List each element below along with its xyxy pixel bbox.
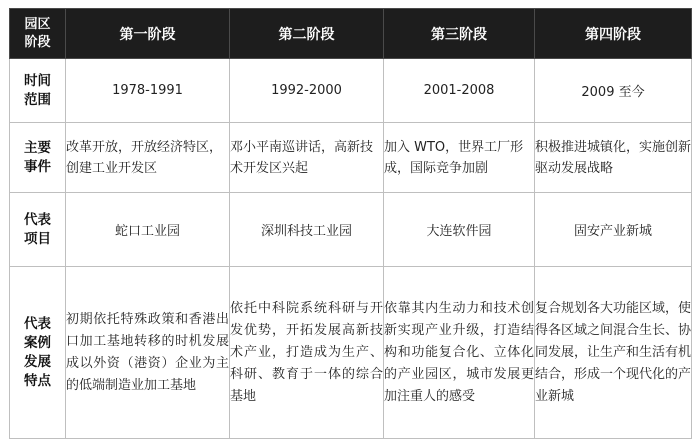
- features-row: [10, 267, 692, 439]
- feature-stage-3: 依靠其内生动力和技术创新实现产业升级，打造结构和功能复合化、立体化的产业园区，城市发展更加注重人的感受: [384, 267, 535, 439]
- events-row-label: [10, 123, 66, 193]
- feature-stage-2: 依托中科院系统科研与开发优势，开拓发展高新技术产业，打造成为生产、科研、教育于一体的综合基地: [230, 267, 384, 439]
- time-row: [10, 59, 692, 123]
- events-row: [10, 123, 692, 193]
- project-stage-2: 深圳科技工业园: [230, 193, 384, 267]
- stage-2-header: 第二阶段: [230, 9, 384, 59]
- stage-1-header: 第一阶段: [66, 9, 230, 59]
- projects-row-label: [10, 193, 66, 267]
- corner-header: [10, 9, 66, 59]
- feature-stage-4: 复合规划各大功能区域，使得各区域之间混合生长、协同发展，让生产和生活有机结合，形成一个现代化的产业新城: [535, 267, 692, 439]
- time-label-text: 时间 范围: [24, 72, 51, 108]
- events-stage-1: 改革开放，开放经济特区，创建工业开发区: [66, 123, 230, 193]
- project-stage-1: 蛇口工业园: [66, 193, 230, 267]
- corner-label: 园区 阶段: [24, 16, 51, 50]
- time-stage-1: 1978-1991: [66, 59, 230, 123]
- events-stage-3: 加入 WTO，世界工厂形成，国际竞争加剧: [384, 123, 535, 193]
- stage-3-header: 第三阶段: [384, 9, 535, 59]
- projects-row: [10, 193, 692, 267]
- features-row-label: [10, 267, 66, 439]
- project-stage-3: 大连软件园: [384, 193, 535, 267]
- events-stage-2: 邓小平南巡讲话，高新技术开发区兴起: [230, 123, 384, 193]
- time-row-label: [10, 59, 66, 123]
- features-label-text: 代表 案例 发展 特点: [24, 315, 51, 389]
- stage-4-header: 第四阶段: [535, 9, 692, 59]
- events-stage-4: 积极推进城镇化，实施创新驱动发展战略: [535, 123, 692, 193]
- projects-label-text: 代表 项目: [24, 211, 51, 247]
- events-label-text: 主要 事件: [24, 139, 51, 175]
- header-row: [10, 9, 692, 59]
- time-stage-4: 2009 至今: [535, 59, 692, 123]
- project-stage-4: 固安产业新城: [535, 193, 692, 267]
- feature-stage-1: 初期依托特殊政策和香港出口加工基地转移的时机发展成以外资（港资）企业为主的低端制造业加工基地: [66, 267, 230, 439]
- time-stage-2: 1992-2000: [230, 59, 384, 123]
- industrial-park-stage-table: [9, 8, 692, 439]
- time-stage-3: 2001-2008: [384, 59, 535, 123]
